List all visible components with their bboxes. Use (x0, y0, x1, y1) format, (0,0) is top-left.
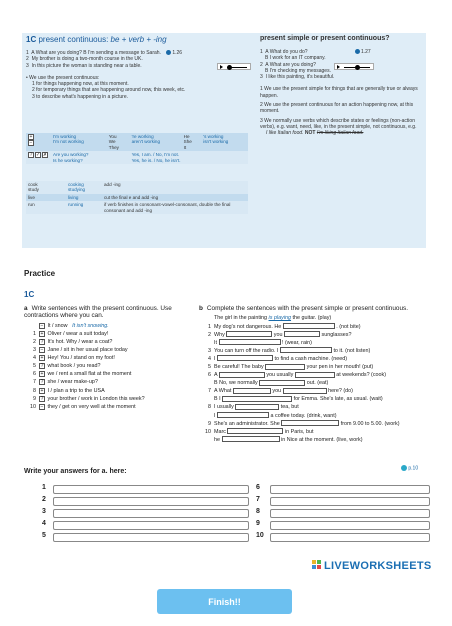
exercise-a-instructions: a Write sentences with the present continuous. Use contractions where you can. (24, 305, 172, 320)
progress-knob[interactable] (355, 65, 360, 70)
table-cell: running (66, 201, 102, 214)
answer-number: 10 (256, 532, 264, 539)
uses-title: • We use the present continuous: (26, 74, 100, 81)
conjugation-table (26, 133, 248, 164)
answer-input-9[interactable] (270, 521, 430, 530)
list-item: he in Nice at the moment. (live, work) (214, 436, 363, 443)
practice-heading: Practice (24, 269, 56, 278)
list-item: 1 My dog's not dangerous. He . (not bite) (208, 323, 361, 330)
plus-icon: + (29, 134, 33, 140)
rule-item: 3 We normally use verbs which describe states or feelings (non-action verbs), e.g. want, need, like, in the present simple, not continuous, e.g. (260, 117, 417, 130)
answer-number: 1 (42, 484, 46, 491)
table-cell: add -ing (102, 181, 248, 194)
table-cell: You We They (107, 133, 130, 151)
list-item: I a coffee today. (drink, want) (214, 412, 337, 419)
answers-prompt: Write your answers for a. here: (24, 468, 127, 475)
unit-number: 1C (26, 35, 37, 44)
table-cell: Yes, I am. / No, I'm not. Yes, he is. / No, he isn't. (130, 151, 248, 164)
unit-title-text: present continuous: (38, 35, 111, 44)
logo-icon (312, 560, 322, 570)
answer-gap[interactable] (259, 380, 305, 386)
unit-title (26, 35, 256, 44)
table-row (26, 151, 248, 164)
list-item: 8 + I / plan a trip to the USA (33, 387, 105, 394)
finish-button[interactable]: Finish!! (157, 589, 292, 614)
table-cell: cook study (26, 181, 66, 194)
right-examples: 1 A What do you do? 1.27 B I work for an IT company. 2 A What are you doing? B I'm checking my messages. 3 I like this painting, it's beautiful. (260, 49, 371, 81)
answer-input-1[interactable] (53, 485, 249, 494)
audio-icon (166, 50, 171, 55)
list-item: It ! (wear, rain) (214, 339, 312, 346)
rule-item: 2 We use the present continuous for an action happening now, at this moment. (260, 102, 414, 115)
answer-input-4[interactable] (53, 521, 249, 530)
answer-gap[interactable] (219, 372, 265, 378)
uses-block (26, 75, 256, 100)
answer-gap[interactable] (217, 355, 273, 361)
answer-input-6[interactable] (270, 485, 430, 494)
answer-gap[interactable] (222, 436, 280, 442)
rule-wrong-example: I'm liking Italian food. (316, 130, 364, 137)
list-item: 5 ? what book / you read? (33, 363, 101, 370)
list-item: 3 You can turn off the radio. I to it. (not listen) (208, 347, 371, 354)
left-example: 3 In this picture the woman is standing near a table. (26, 62, 142, 69)
symbol-icon: + (40, 387, 44, 394)
exercise-b-instructions: b Complete the sentences with the present simple or present continuous. (199, 305, 408, 312)
audio-player-left[interactable] (217, 63, 251, 70)
table-cell: Are you working? Is he working? (51, 151, 130, 164)
table-cell: living (66, 194, 102, 201)
answer-gap[interactable] (265, 364, 305, 370)
answer-gap[interactable] (284, 331, 320, 337)
exercise-a (24, 305, 204, 411)
audio-badge-left: 1.26 (166, 50, 182, 56)
symbol-icon: + (40, 371, 44, 378)
table-cell: if verb finishes in consonant-vowel-consonant, double the final consonant and add -ing (102, 201, 248, 214)
exercise-a-list (24, 322, 204, 411)
list-item: 10 Marc in Paris, but (205, 428, 314, 435)
play-icon[interactable] (220, 65, 223, 69)
minus-icon: − (29, 140, 33, 146)
answer-gap[interactable] (219, 339, 281, 345)
symbol-icon: ? (40, 379, 44, 386)
answer-number: 9 (256, 520, 260, 527)
list-item: B No, we normally out. (eat) (214, 380, 329, 387)
grammar-right-column (260, 35, 424, 137)
left-example: 1 A What are you doing? B I'm sending a message to Sarah. 1.26 (26, 50, 183, 56)
symbol-icon: + (40, 355, 44, 362)
answer-input-8[interactable] (270, 509, 430, 518)
list-item: 9 She's an administrator. She from 9.00 to 5.00. (work) (208, 420, 400, 427)
use-item: 1 for things happening now, at this moment. (32, 81, 129, 88)
list-item: 7 A What you here? (do) (208, 388, 353, 395)
spelling-table (26, 181, 248, 214)
progress-knob[interactable] (227, 65, 232, 70)
answer-gap[interactable] (222, 396, 292, 402)
answer-gap[interactable] (295, 372, 335, 378)
list-item: 9 ? your brother / work in London this week? (33, 395, 145, 402)
table-cell: 're working aren't working (130, 133, 182, 151)
answer-number: 8 (256, 508, 260, 515)
list-item: 6 + we / rent a small flat at the moment (33, 371, 132, 378)
table-row (26, 201, 248, 214)
list-item: 8 I usually tea, but (208, 404, 299, 411)
table-cell: I'm working I'm not working (51, 133, 107, 151)
right-title: present simple or present continuous? (260, 35, 390, 42)
question-icon: ? (29, 152, 33, 159)
table-cell: cut the final e and add -ing (102, 194, 248, 201)
check-icon: ✓ (36, 152, 41, 159)
answer-gap[interactable] (283, 323, 335, 329)
use-item: 3 to describe what's happening in a picture. (32, 93, 129, 100)
audio-badge-right: 1.27 (355, 49, 371, 55)
audio-player-right[interactable] (334, 63, 374, 70)
symbol-icon: ? (40, 363, 44, 370)
table-row (26, 133, 248, 151)
symbol-icon: + (40, 330, 44, 337)
table-row (26, 194, 248, 201)
list-item: 2 Why you sunglasses? (208, 331, 352, 338)
play-icon[interactable] (337, 65, 340, 69)
answer-gap[interactable] (227, 428, 283, 434)
table-cell: live (26, 194, 66, 201)
list-item: 1 + Oliver / wear a suit today! (33, 330, 109, 337)
list-item: 3 − Jane / sit in her usual place today (33, 347, 128, 354)
table-cell: 's working isn't working (201, 133, 248, 151)
cross-icon: ✗ (43, 152, 48, 159)
list-item: 2 ? It's hot. Why / wear a coat? (33, 339, 113, 345)
symbol-icon: − (40, 322, 44, 329)
answer-input-2[interactable] (53, 497, 249, 506)
answer-gap[interactable] (280, 347, 332, 353)
answer-input-10[interactable] (270, 533, 430, 542)
list-item: − It / snow It isn't snowing. (40, 322, 109, 329)
symbol-icon: − (40, 347, 44, 354)
list-item: 7 ? she / wear make-up? (33, 379, 98, 386)
liveworksheets-logo: LIVEWORKSHEETS (312, 560, 432, 572)
page-reference[interactable]: p.10 (401, 465, 418, 471)
audio-icon (355, 49, 360, 54)
answer-input-3[interactable] (53, 509, 249, 518)
list-item: 5 Be careful! The baby your pen in her mouth! (put) (208, 363, 374, 370)
answer-gap[interactable] (217, 412, 269, 418)
unit-formula: be + verb + -ing (110, 35, 167, 44)
table-cell: cooking studying (66, 181, 102, 194)
table-row (26, 181, 248, 194)
answer-input-7[interactable] (270, 497, 430, 506)
use-item: 2 for temporary things that are happening around now, this week, etc. (32, 87, 186, 94)
list-item: 4 + Hey! You / stand on my foot! (33, 355, 115, 362)
answer-number: 5 (42, 532, 46, 539)
answer-input-5[interactable] (53, 533, 249, 542)
answer-number: 6 (256, 484, 260, 491)
answer-number: 3 (42, 508, 46, 515)
right-rules: 1 We use the present simple for things that are generally true or always happen. 2 We use the present continuous for an action happening now, at this moment. 3 We normally use verbs which describe states or feelings (non-action verbs), e.g. want, need, like, in the present simple, not continuous, e.g. I like Italian food. NOT I'm liking Italian food. (260, 86, 424, 136)
table-cell: run (26, 201, 66, 214)
answer-gap[interactable] (235, 404, 279, 410)
list-item: 6 A you usually at weekends? (cook) (208, 372, 387, 379)
arrow-icon (401, 465, 407, 471)
grammar-panel (22, 33, 426, 248)
symbol-icon: ? (40, 395, 44, 402)
exercise-b (199, 305, 429, 472)
table-cell: He She It (182, 133, 202, 151)
symbol-icon: ? (40, 339, 44, 345)
answer-gap[interactable] (233, 388, 271, 394)
answer-gap[interactable] (226, 331, 272, 337)
answer-gap[interactable] (283, 388, 327, 394)
symbol-icon: − (40, 403, 44, 410)
answer-number: 2 (42, 496, 46, 503)
list-item: The girl in the painting is playing the guitar. (play) (214, 315, 332, 322)
section-label: 1C (24, 290, 35, 299)
answer-number: 7 (256, 496, 260, 503)
exercise-b-list (199, 314, 429, 444)
list-item: 4 I to find a cash machine. (need) (208, 355, 348, 362)
answer-gap[interactable] (281, 420, 339, 426)
list-item: 10 − they / get on very well at the moment (30, 403, 136, 410)
list-item: B I for Emma. She's late, as usual. (wait) (214, 396, 383, 403)
rule-example: I like Italian food. (266, 130, 304, 137)
answer-number: 4 (42, 520, 46, 527)
left-example: 2 My brother is doing a two-month course in the UK. (26, 56, 143, 63)
rule-item: 1 We use the present simple for things that are generally true or always happen. (260, 86, 418, 99)
